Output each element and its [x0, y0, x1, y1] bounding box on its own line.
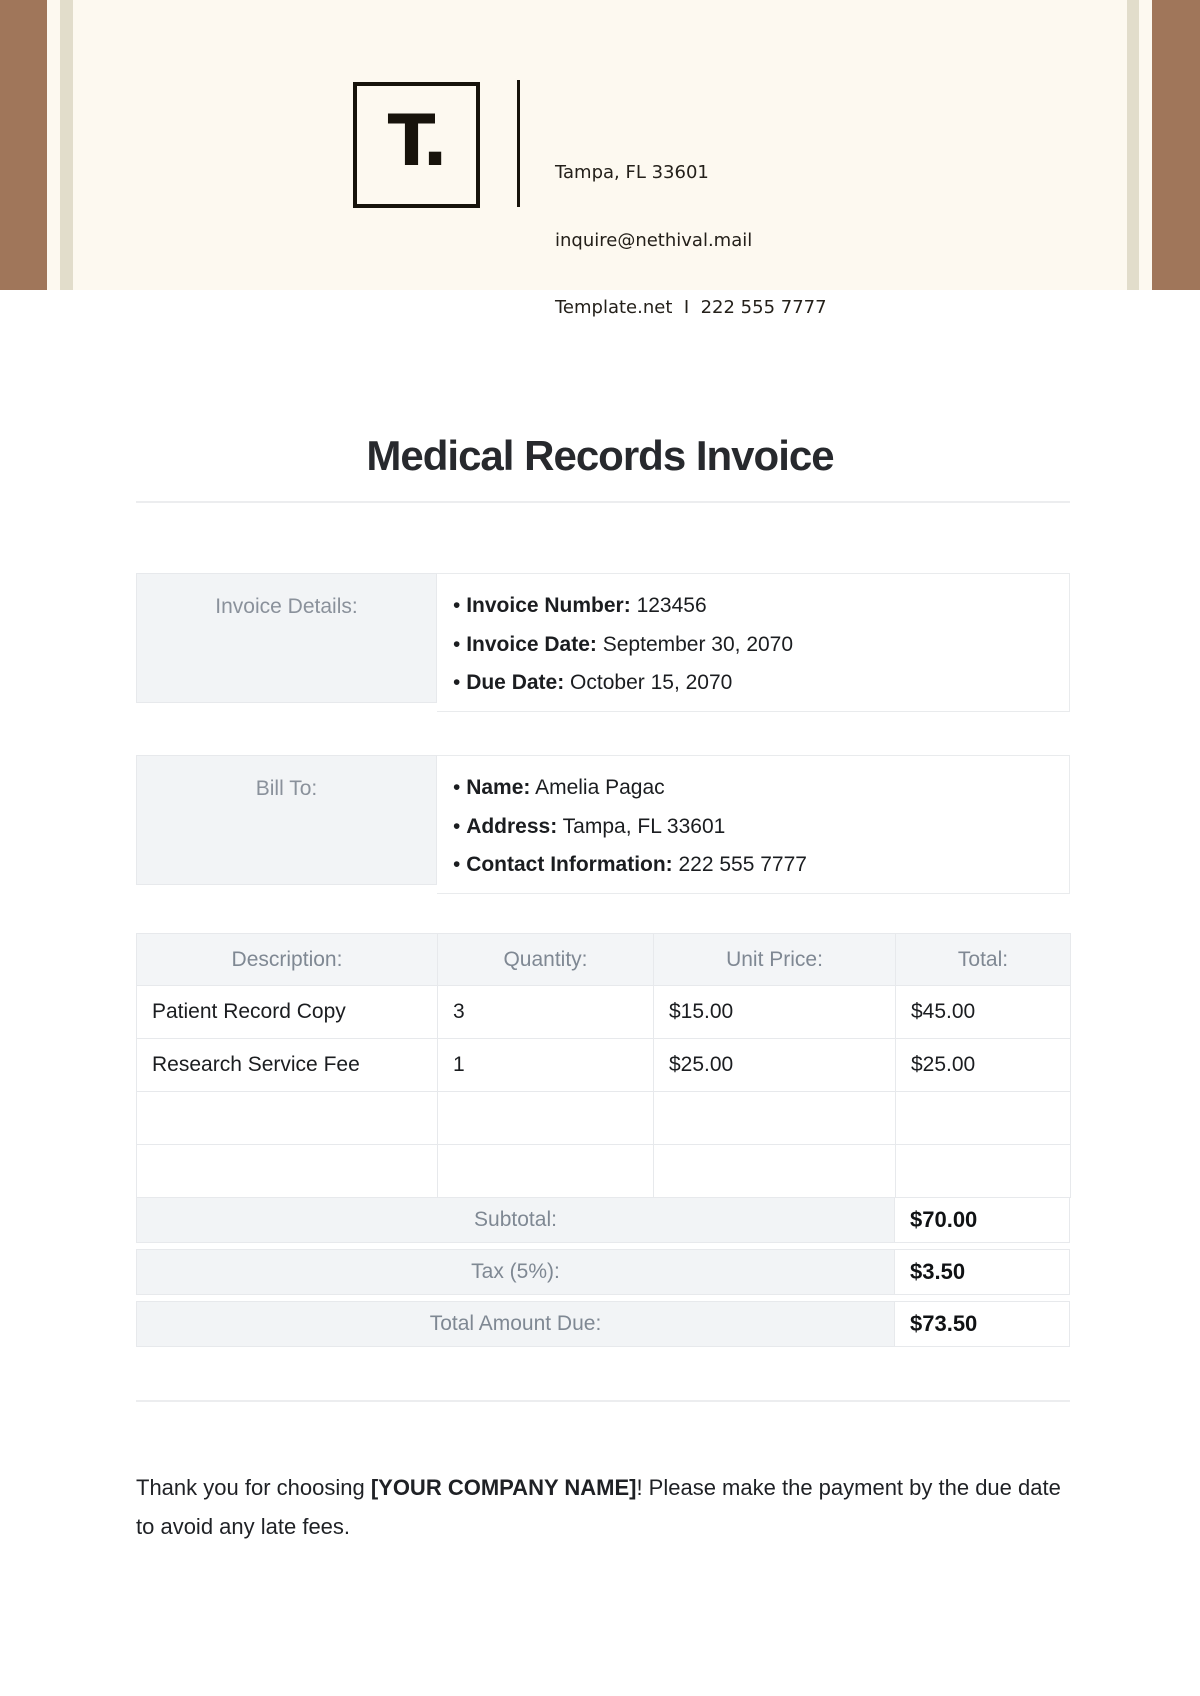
left-tan-bar: [60, 0, 73, 290]
header-unit-price: Unit Price:: [654, 934, 896, 986]
invoice-number-line: [453, 587, 1069, 626]
header-band: [0, 0, 1200, 318]
contact-site-phone: Template.net I 222 555 7777: [555, 297, 827, 318]
item-description: Research Service Fee: [137, 1039, 438, 1092]
item-quantity: 1: [438, 1039, 654, 1092]
subtotal-value: $70.00: [895, 1197, 1070, 1243]
bill-to-contact-line: [453, 846, 1069, 885]
bill-to-section: [136, 755, 1070, 894]
top-divider: [136, 501, 1070, 503]
company-logo: [353, 82, 480, 208]
tax-row: [136, 1249, 1070, 1295]
header-divider-line: [517, 80, 520, 207]
table-header-row: [137, 934, 1071, 986]
table-row-empty: [137, 1092, 1071, 1145]
total-amount-due-row: [136, 1301, 1070, 1347]
item-description: [137, 1145, 438, 1198]
total-amount-due-value: $73.50: [895, 1301, 1070, 1347]
invoice-number-value: 123456: [630, 594, 707, 617]
subtotal-label: Subtotal:: [136, 1197, 895, 1243]
header-description: Description:: [137, 934, 438, 986]
bill-to-content: [437, 755, 1070, 894]
due-date-value: October 15, 2070: [564, 671, 733, 694]
item-total: [896, 1092, 1071, 1145]
tax-label: Tax (5%):: [136, 1249, 895, 1295]
invoice-details-content: [437, 573, 1070, 712]
left-brown-bar: [0, 0, 47, 290]
invoice-date-label: Invoice Date:: [466, 632, 597, 656]
subtotal-row: [136, 1197, 1070, 1243]
right-brown-bar: [1152, 0, 1200, 290]
bill-to-name-value: Amelia Pagac: [530, 776, 665, 799]
bill-to-name-label: Name:: [466, 776, 531, 799]
item-unit-price: [654, 1092, 896, 1145]
item-unit-price: $25.00: [654, 1039, 896, 1092]
note-text-before: Thank you for choosing: [136, 1475, 371, 1500]
item-unit-price: [654, 1145, 896, 1198]
item-total: [896, 1145, 1071, 1198]
company-name-placeholder: [YOUR COMPANY NAME]: [370, 1475, 637, 1500]
bill-to-address-value: Tampa, FL 33601: [557, 814, 726, 838]
invoice-date-line: [453, 626, 1069, 665]
line-items-table: [136, 933, 1071, 1198]
company-contact-block: [555, 117, 827, 365]
bill-to-address-label: Address:: [466, 814, 558, 838]
invoice-date-value: September 30, 2070: [596, 632, 794, 656]
bill-to-label: Bill To:: [136, 755, 437, 885]
tax-value: $3.50: [895, 1249, 1070, 1295]
item-description: [137, 1092, 438, 1145]
item-total: $45.00: [896, 986, 1071, 1039]
right-tan-bar: [1127, 0, 1139, 290]
note-text-after: ! Please make the payment by the due date to avoid any late fees.: [136, 1475, 1061, 1539]
item-quantity: [438, 1092, 654, 1145]
total-amount-due-label: Total Amount Due:: [136, 1301, 895, 1347]
invoice-details-section: [136, 573, 1070, 712]
invoice-details-label: Invoice Details:: [136, 573, 437, 703]
invoice-number-label: Invoice Number:: [466, 594, 631, 617]
header-total: Total:: [896, 934, 1071, 986]
item-description: Patient Record Copy: [137, 986, 438, 1039]
table-row: [137, 1039, 1071, 1092]
item-quantity: [438, 1145, 654, 1198]
due-date-line: [453, 664, 1069, 703]
bottom-divider: [136, 1400, 1070, 1402]
thank-you-note: [136, 1468, 1070, 1546]
item-unit-price: $15.00: [654, 986, 896, 1039]
table-row: [137, 986, 1071, 1039]
header-quantity: Quantity:: [438, 934, 654, 986]
logo-letter: T.: [387, 100, 446, 182]
bill-to-contact-value: 222 555 7777: [672, 853, 807, 876]
page-title: Medical Records Invoice: [366, 432, 834, 480]
due-date-label: Due Date:: [466, 671, 565, 694]
bill-to-contact-label: Contact Information:: [466, 853, 673, 876]
item-quantity: 3: [438, 986, 654, 1039]
item-total: $25.00: [896, 1039, 1071, 1092]
bill-to-name-line: [453, 769, 1069, 808]
bill-to-address-line: [453, 808, 1069, 847]
contact-email: inquire@nethival.mail: [555, 229, 753, 251]
table-row-empty: [137, 1145, 1071, 1198]
contact-address: Tampa, FL 33601: [555, 162, 709, 183]
